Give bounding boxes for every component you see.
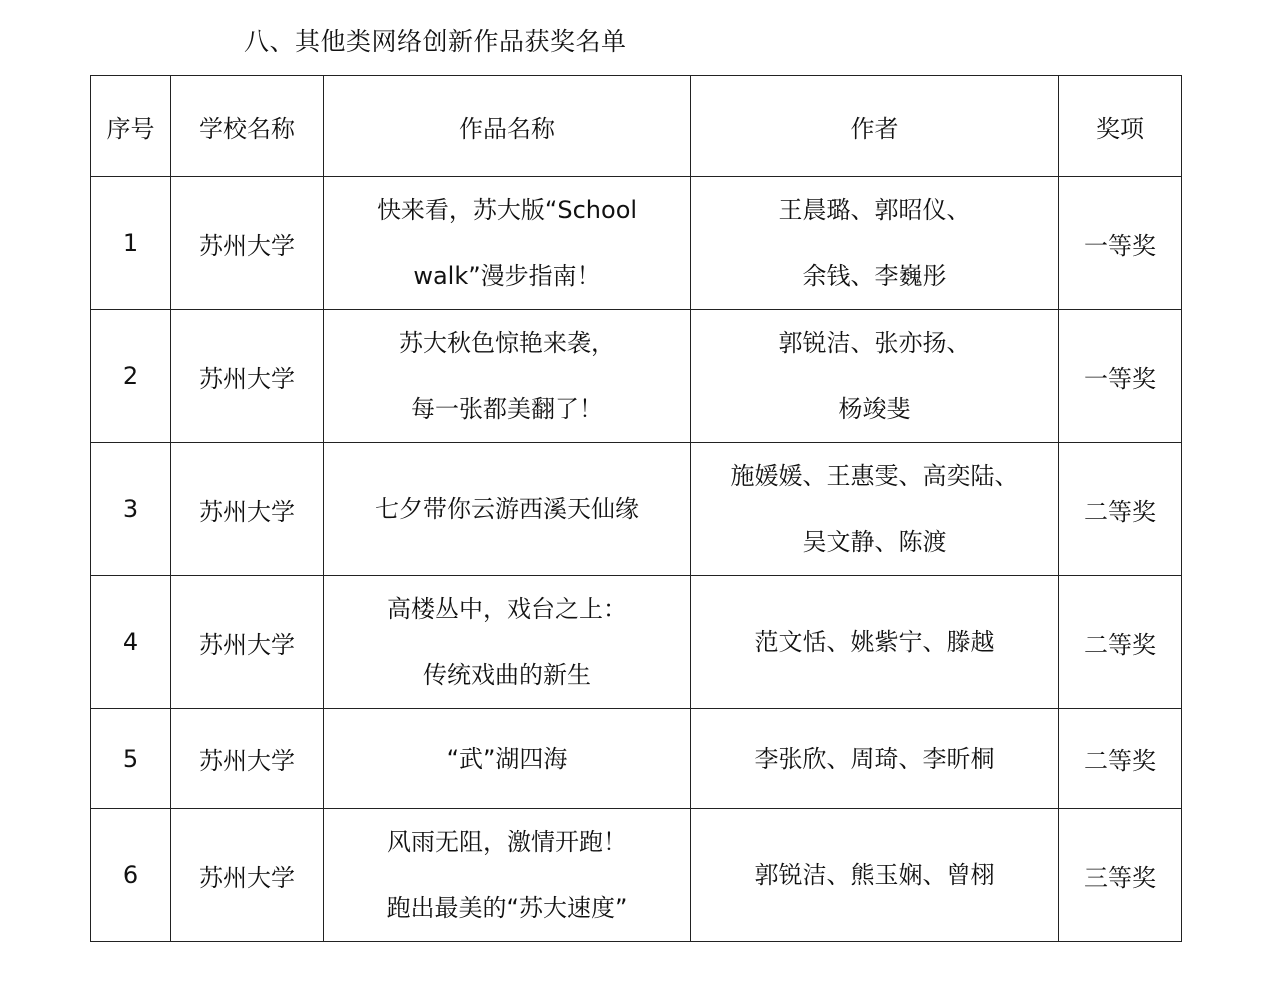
cell-index: 4 (91, 576, 171, 709)
work-line: 跑出最美的“苏大速度” (386, 894, 628, 922)
authors-line: 郭锐洁、熊玉娴、曾栩 (754, 861, 995, 889)
cell-authors (691, 576, 1059, 709)
header-work: 作品名称 (324, 76, 691, 177)
authors-line: 郭锐洁、张亦扬、 (778, 329, 971, 357)
table-row (91, 177, 1182, 310)
header-authors: 作者 (691, 76, 1059, 177)
cell-school: 苏州大学 (171, 310, 324, 443)
authors-line: 施媛媛、王惠雯、高奕陆、 (730, 462, 1019, 490)
table-row (91, 310, 1182, 443)
header-school: 学校名称 (171, 76, 324, 177)
cell-index: 6 (91, 809, 171, 942)
cell-school: 苏州大学 (171, 709, 324, 809)
authors-line: 余钱、李巍彤 (802, 262, 947, 290)
table-row (91, 576, 1182, 709)
header-index: 序号 (91, 76, 171, 177)
table-row (91, 443, 1182, 576)
cell-school: 苏州大学 (171, 576, 324, 709)
cell-work (324, 177, 691, 310)
work-line: 风雨无阻，激情开跑！ (387, 828, 627, 856)
cell-authors (691, 177, 1059, 310)
cell-index: 2 (91, 310, 171, 443)
cell-authors (691, 443, 1059, 576)
cell-award: 二等奖 (1059, 443, 1182, 576)
cell-award: 二等奖 (1059, 709, 1182, 809)
work-line: 传统戏曲的新生 (423, 661, 591, 689)
authors-line: 王晨璐、郭昭仪、 (778, 196, 971, 224)
authors-line: 范文恬、姚紫宁、滕越 (754, 628, 995, 656)
cell-index: 5 (91, 709, 171, 809)
authors-line: 吴文静、陈渡 (802, 528, 947, 556)
work-line: 苏大秋色惊艳来袭， (399, 329, 615, 357)
work-line: 快来看，苏大版“School (376, 196, 638, 224)
work-line: 七夕带你云游西溪天仙缘 (375, 495, 639, 523)
cell-work (324, 809, 691, 942)
cell-index: 3 (91, 443, 171, 576)
work-line: walk”漫步指南！ (413, 262, 601, 290)
awards-table (90, 75, 1182, 942)
cell-authors (691, 709, 1059, 809)
cell-award: 一等奖 (1059, 177, 1182, 310)
work-line: 高楼丛中，戏台之上： (387, 595, 627, 623)
cell-work (324, 443, 691, 576)
cell-authors (691, 310, 1059, 443)
table-row (91, 809, 1182, 942)
cell-award: 三等奖 (1059, 809, 1182, 942)
table-row (91, 709, 1182, 809)
cell-school: 苏州大学 (171, 809, 324, 942)
cell-school: 苏州大学 (171, 177, 324, 310)
cell-work (324, 709, 691, 809)
table-header-row (91, 76, 1182, 177)
cell-index: 1 (91, 177, 171, 310)
work-line: 每一张都美翻了！ (411, 395, 603, 423)
authors-line: 李张欣、周琦、李昕桐 (754, 744, 995, 773)
header-award: 奖项 (1059, 76, 1182, 177)
document-title: 八、其他类网络创新作品获奖名单 (244, 27, 627, 56)
cell-award: 二等奖 (1059, 576, 1182, 709)
cell-authors (691, 809, 1059, 942)
cell-school: 苏州大学 (171, 443, 324, 576)
work-line: “武”湖四海 (446, 744, 568, 773)
cell-work (324, 310, 691, 443)
cell-work (324, 576, 691, 709)
authors-line: 杨竣斐 (838, 395, 911, 423)
cell-award: 一等奖 (1059, 310, 1182, 443)
